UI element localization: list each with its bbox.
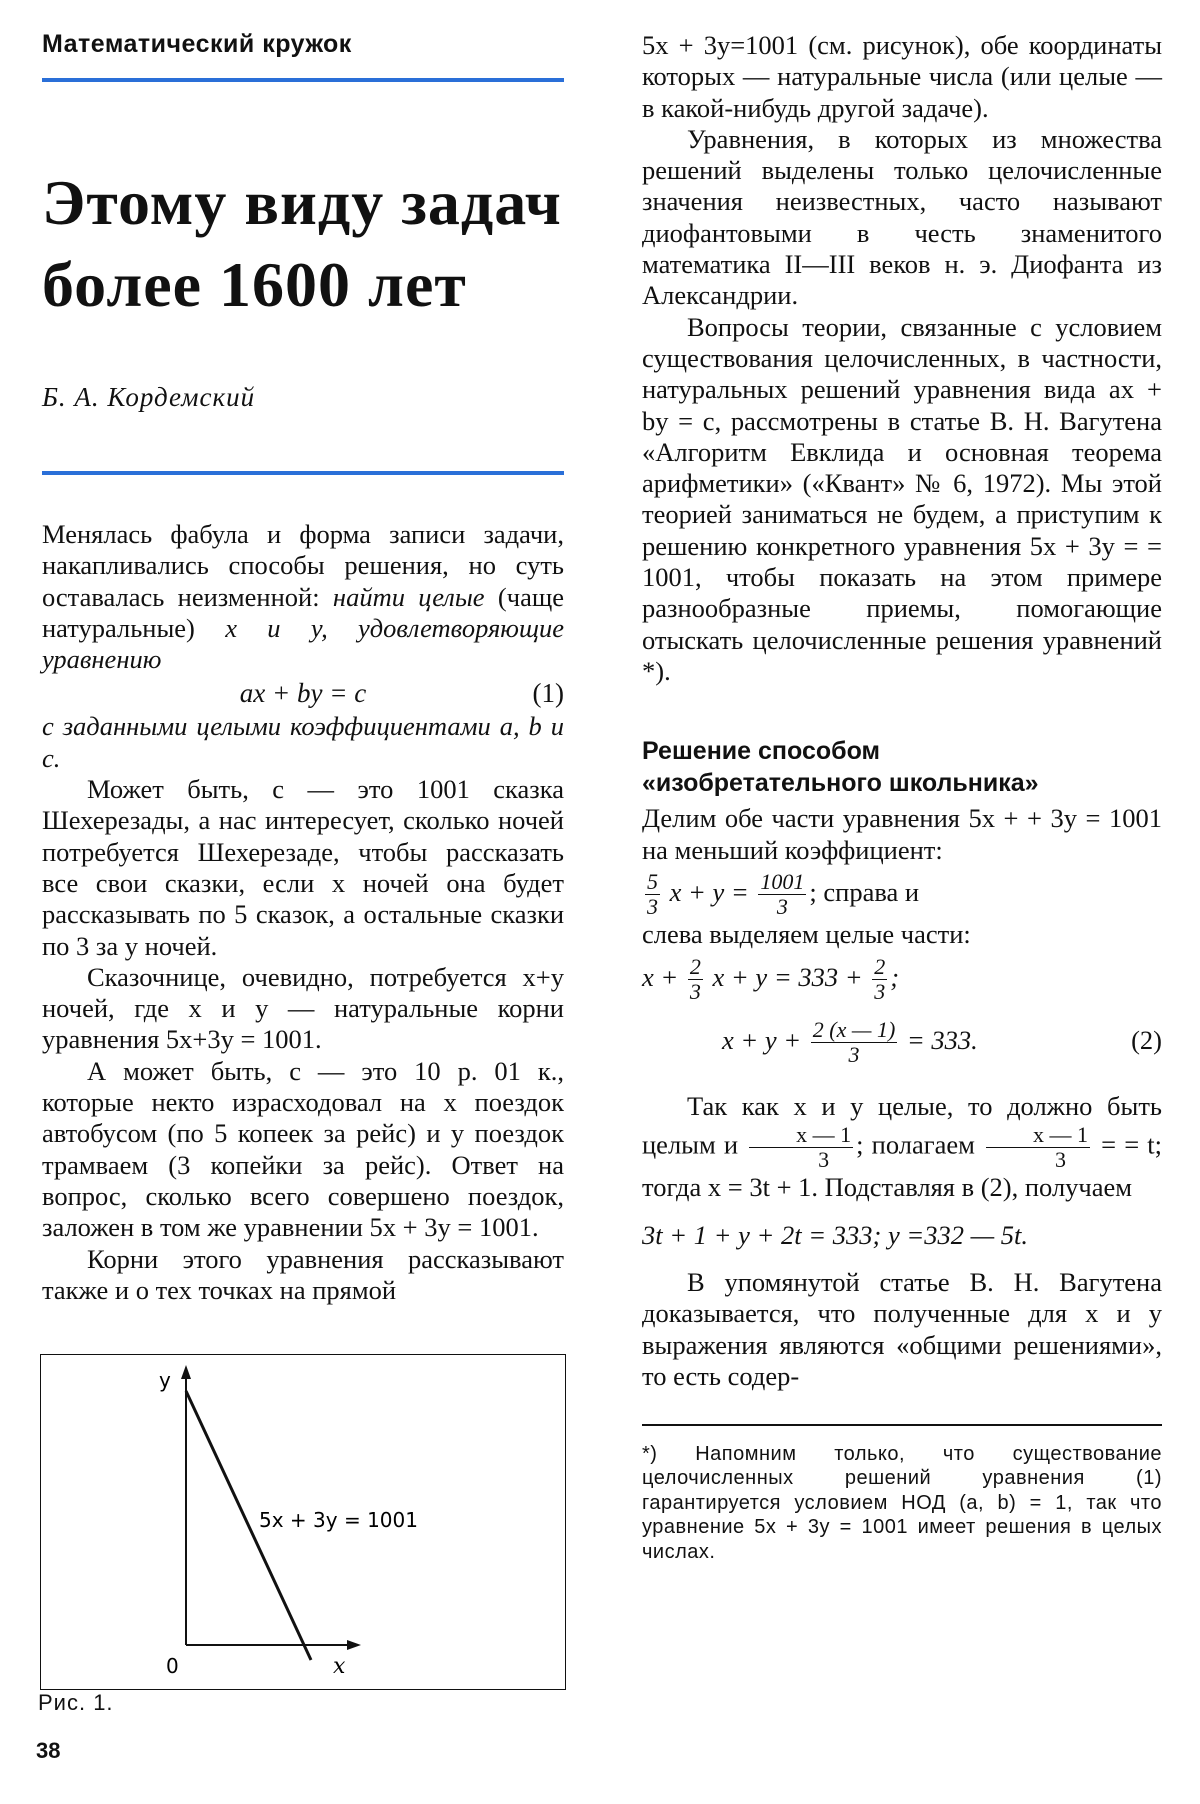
equation-b: x + $\frac{2}{3}$ x + y = 333 + $\frac{2}{3}$ ; [642,953,900,1004]
paragraph-scheherazade: Может быть, c — это 1001 сказка Шехерезады, а нас интересует, сколько ночей потребуется Шехерезаде, чтобы рассказать все свои сказки, если x ночей она будет рассказывать по 5 сказок, а остальные сказки по 3 за y ночей. [42,774,564,961]
paragraph-substitution: Так как x и y целые, то должно быть целым и $\frac{x — 1}{3}$ ; полагаем $\frac{x — 1}{3}$ = = t; тогда x = 3t + 1. Подставляя в (2), получаем [642,1091,1162,1202]
paragraph-coordinates: 5x + 3y=1001 (см. рисунок), обе координаты которых — натуральные числа (или целые — в какой-нибудь другой задаче). [642,30,1162,123]
y-axis-arrow [181,1365,191,1379]
equation-1: ax + by = c (1) [239,678,564,709]
paragraph-divide: Делим обе части уравнения 5x + + 3y = 1001 на меньший коэффициент: [642,803,1162,865]
paragraph-coefficients: с заданными целыми коэффициентами a, b и c. [42,711,564,773]
subheading: Решение способом «изобретательного школьника» [642,737,1039,798]
paragraph-trips: А может быть, c — это 10 р. 01 к., которые некто израсходовал на x поездок автобусом (по 5 копеек за рейс) и y поездок трамваем (3 копейки за рейс). Ответ на вопрос, сколько всего совершено поездок, заложен в том же уравнении 5x + 3y = 1001. [42,1055,564,1243]
figure-1 [40,1354,566,1690]
figure-caption: Рис. 1. [38,1690,114,1715]
right-column [642,30,1162,1564]
section-label: Математический кружок [42,30,352,58]
figure-graph [41,1355,565,1689]
footnote-rule [642,1424,1162,1426]
equation-d: 3t + 1 + y + 2t = 333; y =332 — 5t. [642,1219,1029,1250]
paragraph-intro: Менялась фабула и форма записи задачи, накапливались способы решения, но суть оставалась неизменной: найти целые (чаще натуральные) x и y, удовлетворяющие уравнению [42,519,564,675]
paragraph-nights: Сказочнице, очевидно, потребуется x+y ночей, где x и y — натуральные корни уравнения 5x+3y = 1001. [42,961,564,1055]
equation-2: x + y + $\frac{2 (x — 1)}{3}$ = 333. (2) [722,1017,1162,1068]
origin-label: 0 [166,1654,179,1678]
paragraph-theory: Вопросы теории, связанные с условием существования целочисленных, в частности, натуральных решений уравнения вида ax + by = c, рассмотрены в статье В. Н. Вагутена «Алгоритм Евклида и основная теорема арифметики» («Квант» № 6, 1972). Мы этой теорией заниматься не будем, а приступим к решению конкретного уравнения 5x + 3y = = 1001, чтобы показать на этом примере разнообразные приемы, помогающие отыскать целочисленные решения уравнений *). [642,311,1162,686]
x-axis-label: x [333,1654,346,1679]
paragraph-diophantine: Уравнения, в которых из множества решений выделены только целочисленные значения неизвестных, часто называют диофантовыми в честь знаменитого математика II—III веков н. э. Диофанта из Александрии. [642,123,1162,311]
title-line-1: Этому виду задач [42,167,562,238]
x-axis-arrow [347,1640,361,1650]
footnote: *) Напомним только, что существование целочисленных решений уравнения (1) гарантируется условием НОД (a, b) = 1, так что уравнение 5x + 3y = 1001 имеет решения в целых числах. [642,1442,1162,1563]
line-label: 5x + 3y = 1001 [259,1508,418,1532]
paragraph-integer-parts: слева выделяем целые части: [642,919,971,950]
header-rule [42,78,564,82]
title-rule [42,471,564,475]
paragraph-general-solutions: В упомянутой статье В. Н. Вагутена доказывается, что полученные для x и y выражения являются «общими решениями», то есть содер- [642,1266,1162,1391]
paragraph-points: Корни этого уравнения рассказывают также и о тех точках на прямой [42,1243,564,1305]
equation-a: $\frac{5}{3}$ x + y = $\frac{1001}{3}$ ; справа и [647,869,920,920]
y-axis-label: y [159,1368,171,1392]
author: Б. А. Кордемский [42,382,256,412]
left-column [42,30,564,1306]
title-line-2: более 1600 лет [42,249,467,320]
page-number: 38 [36,1738,61,1763]
article-title [42,162,564,326]
